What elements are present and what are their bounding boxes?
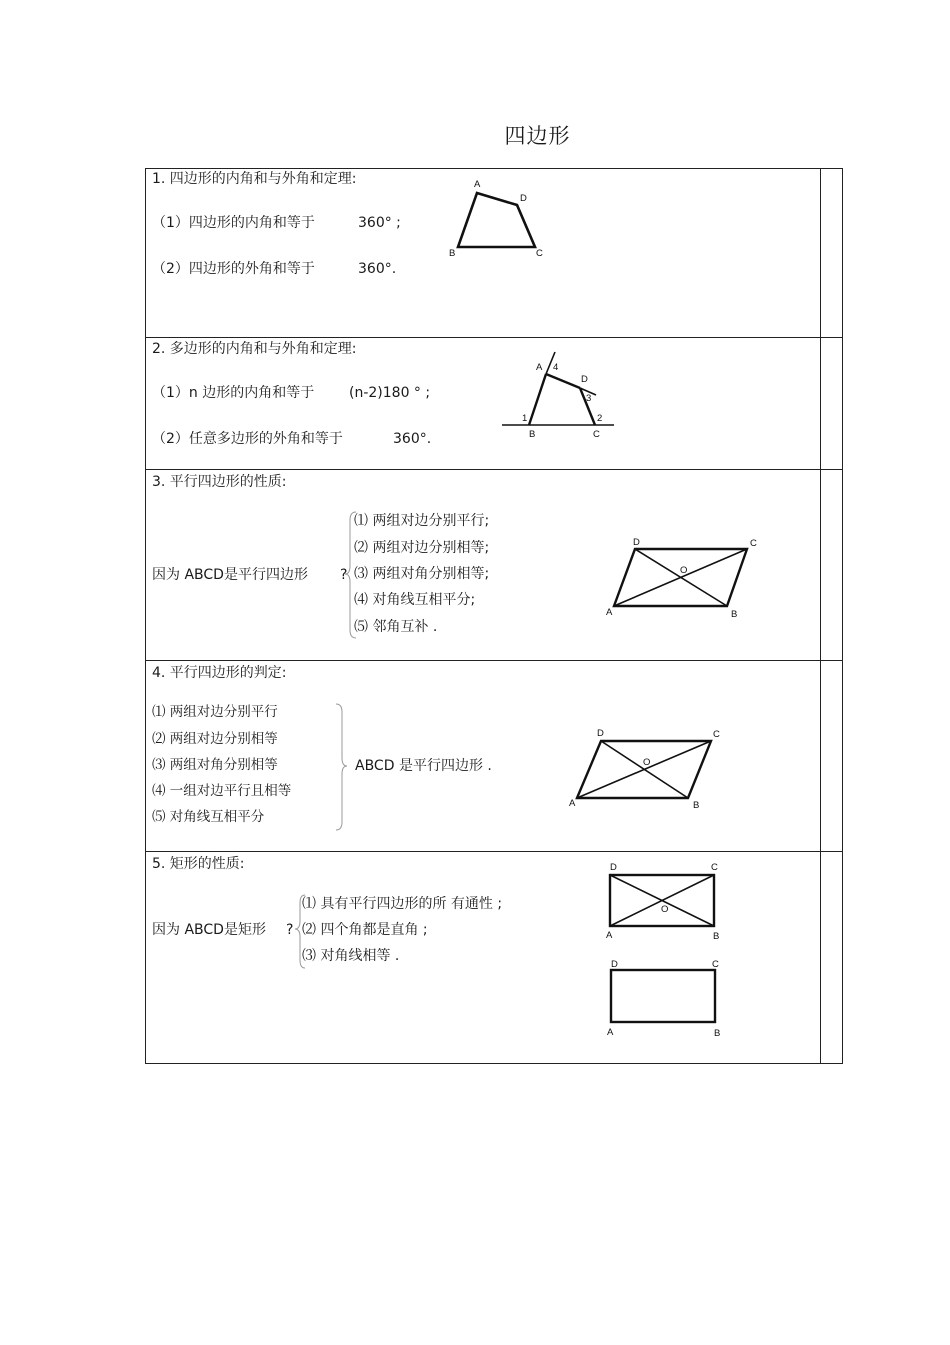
section-1-heading: 1. 四边形的内角和与外角和定理: [152, 171, 357, 187]
s1-line-2-label: （2）四边形的外角和等于 [152, 261, 315, 277]
svg-text:C: C [593, 429, 600, 440]
svg-text:O: O [643, 757, 651, 768]
s3-item-4: ⑷ 对角线互相平分; [354, 592, 476, 608]
svg-text:C: C [750, 538, 757, 549]
label-A: A [474, 179, 481, 190]
s5-item-2: ⑵ 四个角都是直角 ; [302, 922, 428, 938]
svg-text:A: A [606, 930, 613, 941]
s2-line-1-value: (n-2)180 ° ; [349, 385, 431, 401]
s4-item-1: ⑴ 两组对边分别平行 [152, 704, 278, 720]
section-5-heading: 5. 矩形的性质: [152, 856, 245, 872]
s4-conclusion: ABCD 是平行四边形 . [355, 758, 492, 774]
svg-text:D: D [610, 862, 617, 873]
s3-item-3: ⑶ 两组对角分别相等; [354, 566, 490, 582]
svg-text:O: O [680, 565, 688, 576]
page-title: 四边形 [504, 124, 571, 148]
section-2-heading: 2. 多边形的内角和与外角和定理: [152, 341, 357, 357]
svg-text:C: C [711, 862, 718, 873]
svg-text:3: 3 [586, 393, 592, 404]
s5-item-1: ⑴ 具有平行四边形的所 有通性 ; [302, 896, 503, 912]
svg-text:C: C [712, 959, 719, 970]
label-C: C [536, 248, 543, 259]
s5-question-mark: ? [286, 922, 294, 938]
s2-line-2-label: （2）任意多边形的外角和等于 [152, 431, 343, 447]
svg-text:B: B [529, 429, 536, 440]
svg-text:D: D [633, 537, 640, 548]
s3-premise: 因为 ABCD是平行四边形 [152, 567, 308, 583]
s1-line-1-value: 360° ; [358, 215, 401, 231]
svg-text:O: O [661, 904, 669, 915]
section-4-heading: 4. 平行四边形的判定: [152, 665, 287, 681]
svg-text:B: B [713, 931, 720, 942]
s1-line-1-label: （1）四边形的内角和等于 [152, 215, 315, 231]
svg-text:2: 2 [597, 413, 603, 424]
svg-text:B: B [693, 800, 700, 811]
label-B: B [449, 248, 456, 259]
s4-item-5: ⑸ 对角线互相平分 [152, 809, 265, 825]
section-3-heading: 3. 平行四边形的性质: [152, 474, 287, 490]
svg-text:D: D [581, 374, 588, 385]
s4-item-2: ⑵ 两组对边分别相等 [152, 731, 278, 747]
s5-item-3: ⑶ 对角线相等 . [302, 948, 400, 964]
svg-text:D: D [597, 728, 604, 739]
svg-text:B: B [731, 609, 738, 620]
svg-text:A: A [536, 362, 543, 373]
svg-text:A: A [569, 798, 576, 809]
s4-item-4: ⑷ 一组对边平行且相等 [152, 783, 292, 799]
s3-question-mark: ? [340, 567, 348, 583]
s3-item-2: ⑵ 两组对边分别相等; [354, 540, 490, 556]
s1-line-2-value: 360°. [358, 261, 397, 277]
s5-premise: 因为 ABCD是矩形 [152, 922, 266, 938]
svg-text:4: 4 [553, 362, 559, 373]
label-D: D [520, 193, 527, 204]
plain-rectangle [611, 970, 715, 1022]
svg-text:1: 1 [522, 413, 528, 424]
svg-text:B: B [714, 1028, 721, 1039]
svg-text:C: C [713, 729, 720, 740]
s2-line-1-label: （1）n 边形的内角和等于 [152, 385, 315, 401]
svg-text:D: D [611, 959, 618, 970]
s2-line-2-value: 360°. [393, 431, 432, 447]
s3-item-5: ⑸ 邻角互补 . [354, 619, 438, 635]
svg-text:A: A [606, 607, 613, 618]
s4-item-3: ⑶ 两组对角分别相等 [152, 757, 278, 773]
s3-item-1: ⑴ 两组对边分别平行; [354, 513, 490, 529]
svg-text:A: A [607, 1027, 614, 1038]
